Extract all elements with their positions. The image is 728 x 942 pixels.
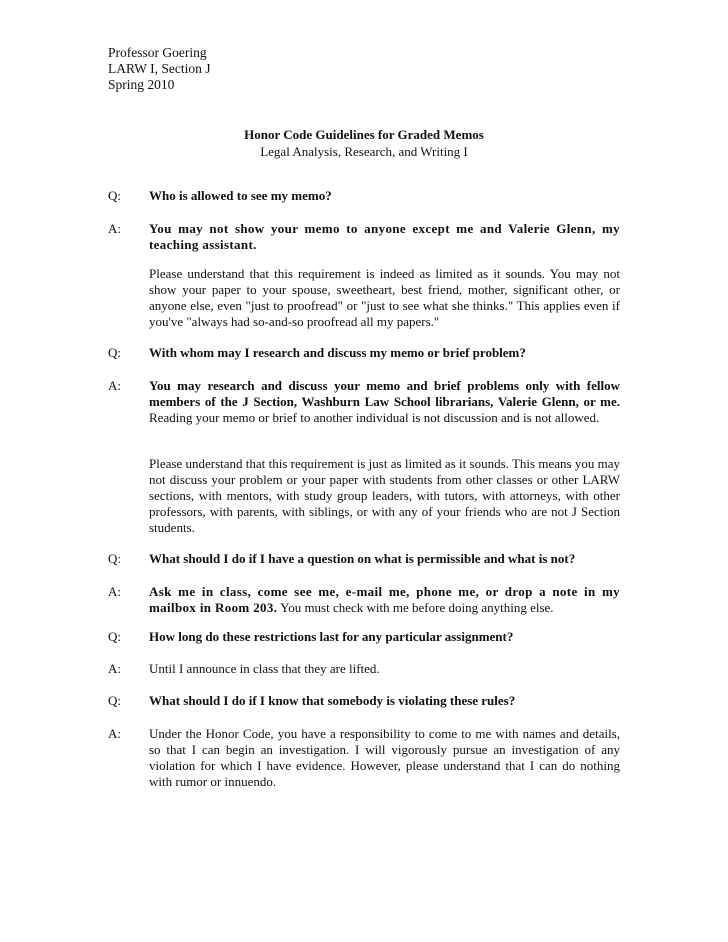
question-label: Q: [108, 188, 121, 203]
answer-label: A: [108, 661, 121, 676]
answer-plain: Reading your memo or brief to another individual is not discussion and is not allowed. [149, 410, 600, 425]
answer-bold: Ask me in class, come see me, e-mail me, phone me, or drop a note in my mailbox in Room 203. [149, 584, 620, 615]
document-subtitle: Legal Analysis, Research, and Writing I [260, 144, 468, 159]
question-text: What should I do if I have a question on what is permissible and what is not? [149, 551, 576, 566]
answer-text: Under the Honor Code, you have a responsibility to come to me with names and details, so that I can begin an investigation. I will vigorously pursue an investigation of any violation for which I have evidence. However, please understand that I can do nothing with rumor or innuendo. [149, 726, 620, 789]
document-title: Honor Code Guidelines for Graded Memos [244, 127, 484, 142]
answer-text [149, 584, 620, 616]
professor-name: Professor Goering [108, 45, 207, 60]
question-2 [108, 345, 620, 361]
answer-3 [108, 584, 620, 616]
question-text: With whom may I research and discuss my memo or brief problem? [149, 345, 526, 360]
question-label: Q: [108, 345, 121, 360]
question-label: Q: [108, 693, 121, 708]
answer-label: A: [108, 221, 121, 236]
question-text: Who is allowed to see my memo? [149, 188, 332, 203]
question-1 [108, 188, 620, 204]
term: Spring 2010 [108, 77, 175, 92]
answer-text [149, 221, 620, 253]
course-section: LARW I, Section J [108, 61, 211, 76]
answer-label: A: [108, 378, 121, 393]
answer-bold: You may research and discuss your memo and brief problems only with fellow members of the J Section, Washburn Law School librarians, Valerie Glenn, or me. [149, 378, 620, 409]
answer-label: A: [108, 726, 121, 741]
answer-label: A: [108, 584, 121, 599]
answer-4 [108, 661, 620, 677]
answer-1-paragraph [108, 266, 620, 330]
answer-extra-text: Please understand that this requirement is indeed as limited as it sounds. You may not show your paper to your spouse, sweetheart, best friend, mother, significant other, or anyone else, even "just to proofread" or "just to see what she thinks." This applies even if you've "always had so-and-so proofread all my papers." [149, 266, 620, 329]
answer-5 [108, 726, 620, 790]
answer-2-paragraph [108, 456, 620, 536]
question-text: How long do these restrictions last for any particular assignment? [149, 629, 514, 644]
answer-extra-text: Please understand that this requirement is just as limited as it sounds. This means you may not discuss your problem or your paper with students from other classes or other LARW sections, with mentors, with study group leaders, with tutors, with attorneys, with other professors, with parents, with siblings, or with any of your friends who are not J Section students. [149, 456, 620, 535]
answer-text [149, 378, 620, 426]
header-block [108, 45, 508, 93]
answer-2 [108, 378, 620, 426]
title-block [108, 127, 620, 160]
answer-text: Until I announce in class that they are lifted. [149, 661, 380, 676]
question-label: Q: [108, 551, 121, 566]
question-text: What should I do if I know that somebody is violating these rules? [149, 693, 516, 708]
answer-bold: You may not show your memo to anyone except me and Valerie Glenn, my teaching assistant. [149, 221, 620, 252]
question-4 [108, 629, 620, 645]
question-3 [108, 551, 620, 567]
question-label: Q: [108, 629, 121, 644]
answer-1 [108, 221, 620, 253]
answer-plain: You must check with me before doing anything else. [277, 600, 554, 615]
question-5 [108, 693, 620, 709]
